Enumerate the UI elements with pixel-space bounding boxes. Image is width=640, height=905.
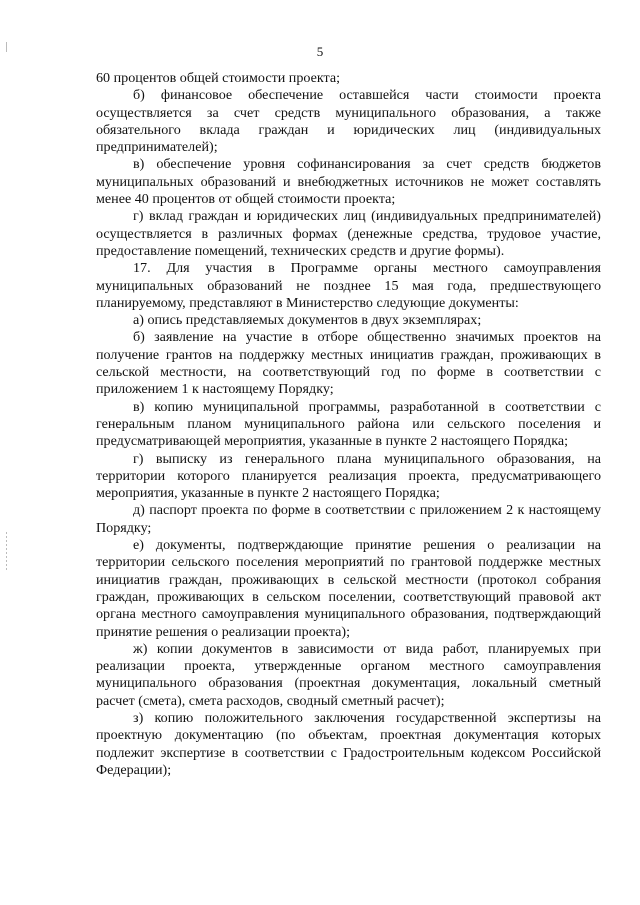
paragraph-item-e-decision-docs: е) документы, подтверждающие принятие решения о реализации на территории сельского поселения мероприятий по грантовой поддержке местных инициатив граждан, проживающих в сельской местности (протокол собрания граждан, проживающих в сельском поселении, соответствующий правовой акт органа местного самоуправления муниципального образования, подтверждающий принятие решения о реализации проекта); [96, 537, 601, 640]
scan-margin-mark [6, 532, 7, 572]
paragraph-item-b-application: б) заявление на участие в отборе общественно значимых проектов на получение грантов на поддержку местных инициатив граждан, проживающих в сельской местности, на соответствующий год по форме в соответствии с приложением 1 к настоящему Порядку; [96, 329, 601, 398]
document-body [96, 70, 601, 779]
paragraph-item-g-plan-extract: г) выписку из генерального плана муниципального образования, на территории которого планируется реализация проекта, предусматривающего мероприятия, указанные в пункте 2 настоящего Порядка; [96, 450, 601, 502]
paragraph-item-a-inventory: а) опись представляемых документов в двух экземплярах; [133, 312, 482, 329]
paragraph-item-zh-work-docs: ж) копии документов в зависимости от вида работ, планируемых при реализации проекта, утвержденные органом местного самоуправления муниципального образования (проектная документация, локальный сметный расчет (смета), смета расходов, сводный сметный расчет); [96, 640, 601, 709]
paragraph-item-d-passport: д) паспорт проекта по форме в соответствии с приложением 2 к настоящему Порядку; [96, 502, 601, 536]
page-number: 5 [316, 44, 324, 59]
paragraph-clause-17: 17. Для участия в Программе органы местного самоуправления муниципальных образований не позднее 15 мая года, предшествующего планируемому, представляют в Министерство следующие документы: [96, 260, 601, 311]
paragraph-item-b-financing: б) финансовое обеспечение оставшейся части стоимости проекта осуществляется за счет средств муниципального образования, а также обязательного вклада граждан и юридических лиц (индивидуальных предпринимателей); [96, 87, 601, 156]
paragraph-continuation: 60 процентов общей стоимости проекта; [96, 70, 341, 86]
paragraph-item-v-program-copy: в) копию муниципальной программы, разработанной в соответствии с генеральным планом муниципального района или сельского поселения и предусматривающей мероприятия, указанные в пункте 2 настоящего Порядка; [96, 398, 601, 450]
paragraph-item-z-expertise: з) копию положительного заключения государственной экспертизы на проектную документацию (по объектам, проектная документация которых подлежит экспертизе в соответствии с Градостроительным кодексом Российской Федерации); [96, 709, 601, 778]
paragraph-item-v-cofinancing: в) обеспечение уровня софинансирования за счет средств бюджетов муниципальных образований и внебюджетных источников не может составлять менее 40 процентов от общей стоимости проекта; [96, 156, 601, 208]
paragraph-item-g-contribution: г) вклад граждан и юридических лиц (индивидуальных предпринимателей) осуществляется в различных формах (денежные средства, трудовое участие, предоставление помещений, технических средств и другие формы). [96, 208, 601, 259]
